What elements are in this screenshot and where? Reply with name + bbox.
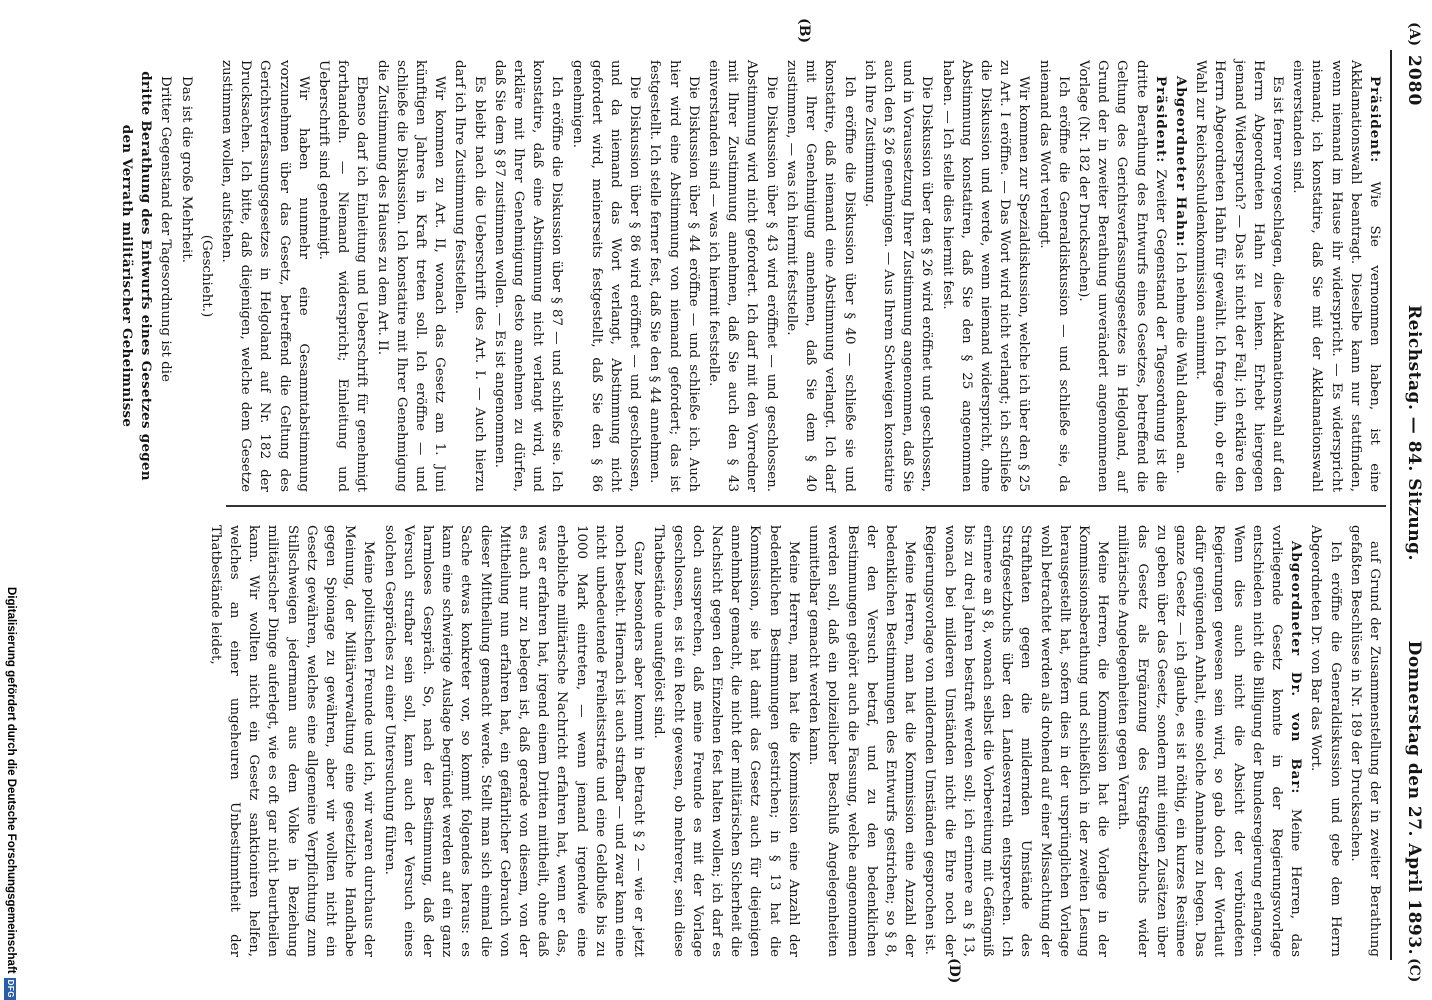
paragraph-text: Wir kommen zu Art. II, wonach das Gesetz am 1. Juni künftigen Jahres in Kraft treten soll. Ich eröffne — und schließe die Diskussion. Ich konstatire mit Ihrer Genehmigung die Zustimmung des Hauses zu dem Art. II. xyxy=(374,60,448,492)
credit-text: Digitalisierung gefördert durch die Deutsche Forschungsgemeinschaft xyxy=(5,587,17,974)
paragraph xyxy=(206,525,379,957)
left-text-column xyxy=(116,60,1384,492)
digitization-credit xyxy=(0,0,21,1000)
paragraph xyxy=(860,60,937,492)
paragraph-text: Meine Herren, die Kommission hat die Vorlage in der Kommissionsberathung und schließlich in der zweiten Lesung herausgestellt hat, sofern dies in der ursprünglichen Vorlage wohl betrachtet werden als drohend auf einer Missachtung der Strafthaten gegen die mildernden Umstände des Strafgesetzbuchs über den Landesverrath entsprechen. Ich erinnere an § 8, wonach selbst die Vorbereitung mit Gefängniß bis zu drei Jahren bestraft werden soll; ich erinnere an § 13, wonach bei milderen Umständen nicht die Ehre noch der Regierungsvorlage von mildernden Umständen gesprochen ist. xyxy=(922,525,1111,957)
paragraph xyxy=(937,60,1033,492)
page-header xyxy=(1394,55,1424,955)
paragraph xyxy=(1288,60,1384,492)
paragraph xyxy=(567,60,644,492)
paragraph xyxy=(197,60,216,492)
paragraph-text: Wir kommen zur Spezialdiskussion, welche ich über den § 25 zu Art. I eröffne. — Das Wort wird nicht verlangt; ich schließe die Diskussion und werde, wenn niemand widerspricht, ohne Abstimmung konstatiren, daß Sie den § 25 angenommen haben. — Ich stelle dies hiermit fest. xyxy=(939,60,1032,492)
paragraph xyxy=(645,60,703,492)
paragraph xyxy=(490,60,567,492)
paragraph xyxy=(450,60,488,492)
paragraph-text: Ich eröffne die Diskussion über § 40 — schließe sie und konstatire, daß niemand eine Abstimmung verlangt. Ich darf mit Ihrer Genehmigung annehmen, daß Sie dem § 40 zustimmen, — was ich hiermit feststelle. xyxy=(783,60,857,492)
paragraph-text: Ganz besonders aber kommt in Betracht § 2 — wie er jetzt noch besteht. Hiernach ist auch strafbar — und zwar kann eine nicht unbedeutende Freiheitsstrafe und eine Geldbuße bis zu 1000 Mark eintreten, — wenn jemand irgendwie eine erhebliche militärische Nachricht erfahren hat, wenn er das, was er erfahren hat, irgend einem Dritten mittheilt, ohne daß es auch nur zu belegen ist, daß gerade von diesem, von der Mittheilung nun erfahren hat, ein gefährlicher Gebrauch von dieser Mittheilung gemacht werde. Stellt man sich einmal die Sache etwas konkreter vor, so kommt folgendes heraus: es kann eine schwierige Auslage begründet werden auf ein ganz harmloses Gespräch. So, nach der Bestimmung, daß der Versuch strafbar sein soll, kann auch der Versuch eines solchen Gespräches zu einer Untersuchung führen. xyxy=(381,525,647,957)
margin-mark-a: (A) xyxy=(1406,22,1422,47)
paragraph xyxy=(217,60,313,492)
paragraph xyxy=(782,60,859,492)
paragraph xyxy=(1306,525,1344,957)
paragraph xyxy=(1346,525,1384,957)
paragraph-text: Ich eröffne die Generaldiskussion — und schließe sie, da niemand das Wort verlangt. xyxy=(1036,60,1071,492)
header-rule xyxy=(1390,50,1392,960)
paragraph-text: Meine Herren, man hat die Kommission eine Anzahl der bedenklichen Bestimmungen gestrichen; in § 13 hat die Kommission, sie hat damit das Gesetz auch für diejenigen annehmbar gemacht, die nicht der militärischen Sicherheit die Nachsicht gegen den Einzelnen fest halten wollen; ich darf es doch aussprechen, daß meine Freunde es mit der Vorlage geschlossen, es ist ein Recht gewesen, ob mehrerer, sein diese Thatbestände unaufgelöst sind. xyxy=(651,525,801,957)
paragraph-text: Es ist ferner vorgeschlagen, diese Akklamationswahl auf den Herrn Abgeordneten Hahn zu lenken. Erhebt hiergegen jemand Widerspruch? — Das ist nicht der Fall; ich erkläre den Herrn Abgeordneten Hahn für gewählt. Ich frage ihn, ob er die Wahl zur Reichsschuldenkommission annimmt. xyxy=(1193,60,1285,492)
paragraph-text: Meine politischen Freunde und ich, wir waren durchaus der Meinung, der Militärverwaltung eine gesetzliche Handhabe gegen Spionage zu gewähren, aber wir wollten nicht ein Gesetz gewähren, welches eine allgemeine Verpflichtung zum Stillschweigen jedermann aus dem Volke in Beziehung militärischer Dinge auferlegt, wie es oft gar nicht beurtheilen kann. Wir wollten nicht ein Gesetz sanktioniren helfen, welches an einer ungeheuren Unbestimmtheit der Thatbestände leidet, xyxy=(207,525,377,957)
paragraph-text: Das ist die große Mehrheit. xyxy=(178,76,194,263)
page-number: 2080 xyxy=(1404,55,1424,107)
paragraph xyxy=(372,60,449,492)
paragraph-text: Ich nehme die Wahl dankend an. xyxy=(1172,247,1188,474)
paragraph-text: Ich eröffne die Generaldiskussion und gebe dem Herrn Abgeordneten Dr. von Bar das Wort. xyxy=(1308,525,1343,957)
paragraph-text: Meine Herren, das vorliegende Gesetz konnte in der Regierungsvorlage entschieden nicht die Billigung der Bundesregierung erlangen. Wenn dies auch nicht die Absicht der verbündeten Regierungen gewesen sein wird, so gab doch der Wortlaut dafür genügenden Anhalt, eine solche Annahme zu hegen. Das ganze Gesetz — ich glaube, es ist nöthig, ein kurzes Resümee zu geben über das Gesetz, sondern mit einigen Zusätzen über das Gesetz als Ergänzung des Strafgesetzbuchs wider militärische Angelegenheiten gegen Verrath. xyxy=(1115,525,1304,957)
paragraph xyxy=(156,60,175,492)
paragraph-text: Die Diskussion über § 43 wird eröffnet — und geschlossen. Abstimmung wird nicht gefordert. Ich darf mit den Vorredner mit Ihrer Zustimmung annehmen, daß Sie auch den § 43 einverstanden sind — was ich hiermit feststelle. xyxy=(706,60,779,492)
paragraph xyxy=(1191,60,1287,492)
paragraph-text: Meine Herren, man hat die Kommission eine Anzahl der bedenklichen Bestimmungen des Entwurfs gestrichen; so § 8, der den Versuch betraf, und zu den bedenklichen Bestimmungen gehört auch die Fassung, welche angenommen werden soll, daß ein polizeilicher Beschluß Angelegenheiten unmittelbar gemacht werden kann. xyxy=(806,525,918,957)
margin-mark-c: (C) xyxy=(1406,958,1422,983)
paragraph xyxy=(920,525,1112,957)
paragraph-text: Ich eröffne die Diskussion über § 87 — und schließe sie. Ich konstatire, daß eine Abstimmung nicht verlangt wird, und erkläre mit Ihrer Genehmigung desto annehmen zu dürfen, daß Sie dem § 87 zustimmen wollen. — Es ist angenommen. xyxy=(491,60,565,492)
paragraph-text: Die Diskussion über § 44 eröffne — und schließe ich. Auch hier wird eine Abstimmung von niemand gefordert; das ist festgestellt. Ich stelle ferner fest, daß Sie den § 44 annehmen. xyxy=(647,60,701,492)
paragraph xyxy=(1074,60,1170,492)
paragraph-text: (Geschieht.) xyxy=(198,234,214,318)
right-text-column xyxy=(205,525,1384,957)
paragraph xyxy=(176,60,195,492)
paragraph xyxy=(314,60,372,492)
paragraph xyxy=(117,60,155,492)
dfg-logo: DFG xyxy=(6,979,15,998)
session-title: Reichstag. — 84. Sitzung. xyxy=(1404,305,1424,561)
paragraph xyxy=(704,60,781,492)
speaker-name: Abgeordneter Dr. von Bar: xyxy=(1288,541,1305,795)
paragraph xyxy=(1113,525,1305,957)
margin-mark-b: (B) xyxy=(796,18,812,44)
margin-mark-d: (D) xyxy=(946,958,962,984)
column-divider xyxy=(226,505,1386,507)
paragraph-text: Ebenso darf ich Einleitung und Ueberschrift für genehmigt forthandeln. — Niemand widerspricht; Einleitung und Ueberschrift sind genehmigt. xyxy=(316,60,370,492)
paragraph-text: Zweiter Gegenstand der Tagesordnung ist die dritte Berathung des Entwurfs eines Gesetzes, betreffend die Geltung des Gerichtsverfassungsgesetzes in Helgoland, auf Grund der in zweiter Berathung unverändert angenommenen Vorlage (Nr. 182 der Drucksachen). xyxy=(1075,60,1168,492)
paragraph xyxy=(1034,60,1072,492)
speaker-name: Abgeordneter Hahn: xyxy=(1172,76,1189,248)
session-date: Donnerstag den 27. April 1893. xyxy=(1404,640,1424,955)
paragraph xyxy=(1171,60,1190,492)
paragraph-text: Die Diskussion über den § 26 wird eröffnet und geschlossen, und in Voraussetzung Ihrer Zustimmung angenommen, daß Sie auch den § 26 genehmigen. — Aus Ihrem Schweigen konstatire ich Ihre Zustimmung. xyxy=(861,60,935,492)
speaker-name: Präsident: xyxy=(1152,76,1169,164)
paragraph xyxy=(804,525,919,957)
paragraph xyxy=(379,525,648,957)
paragraph-text: Dritter Gegenstand der Tagesordnung ist die xyxy=(158,76,174,382)
paragraph-text: Wie Sie vernommen haben, ist eine Akklamationswahl beantragt. Dieselbe kann nur stattfinden, wenn niemand im Hause ihr widerspricht. — Es widerspricht niemand; ich konstatire, daß Sie mit der Akklamationswahl einverstanden sind. xyxy=(1290,60,1382,492)
paragraph-text: Es bleibt nach die Ueberschrift des Art. I. — Auch hierzu darf ich Ihre Zustimmung feststellen. xyxy=(452,60,487,492)
paragraph xyxy=(649,525,803,957)
speaker-name: Präsident: xyxy=(1367,76,1383,164)
paragraph-text: dritte Berathung des Entwurfs eines Gesetzes gegen den Verrath militärischer Geheimnisse xyxy=(119,71,155,481)
paragraph-text: Die Diskussion über § 86 wird eröffnet — und geschlossen, und da niemand das Wort verlangt, Abstimmung nicht gefordert wird, meinerseits festgestellt, daß Sie den § 86 genehmigen. xyxy=(569,60,643,492)
paragraph-text: auf Grund der Zusammenstellung der in zweiter Berathung gefaßten Beschlüsse in Nr. 189 der Drucksachen. xyxy=(1347,525,1382,957)
paragraph-text: Wir haben nunmehr eine Gesammtabstimmung vorzunehmen über das Gesetz, betreffend die Geltung des Gerichtsverfassungsgesetzes in Helgoland auf Nr. 182 der Drucksachen. Ich bitte, daß diejenigen, welche dem Gesetze zustimmen wollen, aufstehen. xyxy=(219,60,311,492)
